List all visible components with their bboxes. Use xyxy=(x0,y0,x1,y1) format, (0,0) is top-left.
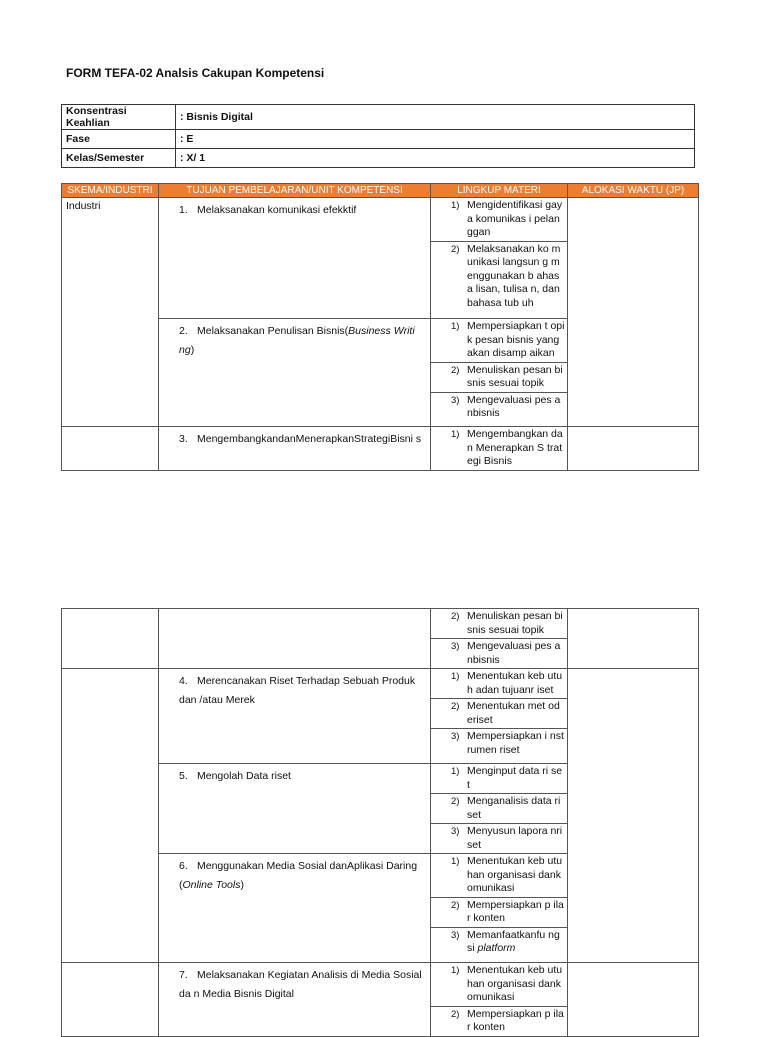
header-row xyxy=(62,184,699,198)
lm-text xyxy=(467,199,565,240)
lm-text-part: Mengidentifikasi gaya komunikas i pelanggan xyxy=(467,199,563,238)
lm-number: 3) xyxy=(451,929,460,941)
lm-text xyxy=(467,394,565,421)
tp-text: Melaksanakan komunikasi efekktif xyxy=(197,204,357,216)
table-row xyxy=(62,963,699,1037)
tp-number: 1. xyxy=(179,204,188,216)
lm-cell xyxy=(431,198,568,319)
lm-text-part: Mengevaluasi pes anbisnis xyxy=(467,640,561,666)
lm-cell xyxy=(431,764,568,854)
alokasi-cell xyxy=(568,963,699,1037)
lm-item xyxy=(431,823,567,853)
lm-text xyxy=(467,825,565,852)
lm-text xyxy=(467,364,565,391)
lm-number: 3) xyxy=(451,731,460,742)
lm-item xyxy=(431,198,567,241)
info-table xyxy=(61,104,695,168)
lm-item xyxy=(431,392,567,422)
lm-text-part: Menuliskan pesan bisnis sesuai topik xyxy=(467,610,563,636)
lm-text-part: Mempersiapkan p ilar konten xyxy=(467,898,564,924)
lm-text xyxy=(467,610,565,637)
skema-cell xyxy=(62,427,159,471)
lm-text xyxy=(467,1008,565,1035)
table-row xyxy=(62,198,699,319)
header-skema: SKEMA/INDUSTRI xyxy=(62,184,159,198)
lm-number: 1) xyxy=(451,965,460,976)
lm-item xyxy=(431,609,567,638)
info-label: Fase xyxy=(62,130,176,149)
lm-cell xyxy=(431,609,568,669)
tp-number: 5. xyxy=(179,770,188,782)
tp-cell xyxy=(159,609,431,669)
tp-text: Merencanakan Riset Terhadap Sebuah Produk dan /atau Merek xyxy=(179,675,416,706)
competency-table-page1 xyxy=(61,183,699,471)
lm-item xyxy=(431,793,567,823)
tp-cell xyxy=(159,854,431,963)
info-label: Kelas/Semester xyxy=(62,149,176,168)
lm-item xyxy=(431,728,567,758)
tp-cell xyxy=(159,764,431,854)
tp-text: Melaksanakan Kegiatan Analisis di Media Sosial da n Media Bisnis Digital xyxy=(179,969,422,1000)
lm-number: 2) xyxy=(451,243,460,255)
lm-text-part: Mengevaluasi pes anbisnis xyxy=(467,393,561,419)
tp-cell xyxy=(159,319,431,427)
tp-text: ) xyxy=(190,344,195,356)
table-row xyxy=(62,669,699,764)
lm-text-part: Menganalisis data riset xyxy=(467,795,561,821)
tp-text: Mengolah Data riset xyxy=(197,770,291,782)
header-tujuan: TUJUAN PEMBELAJARAN/UNIT KOMPETENSI xyxy=(159,184,431,198)
lm-number: 1) xyxy=(451,671,460,682)
lm-number: 3) xyxy=(451,826,460,837)
skema-cell xyxy=(62,963,159,1037)
tp-text: MengembangkandanMenerapkanStrategiBisni s xyxy=(197,433,422,445)
tp-number: 4. xyxy=(179,675,188,687)
header-alokasi: ALOKASI WAKTU (JP) xyxy=(568,184,699,198)
lm-number: 2) xyxy=(451,796,460,807)
lm-text xyxy=(467,730,565,757)
skema-cell xyxy=(62,609,159,669)
lm-item xyxy=(431,241,567,312)
lm-text-part: Mempersiapkan t opik pesan bisnis yang akan disamp aikan xyxy=(467,320,565,359)
lm-text xyxy=(467,428,565,469)
lm-item xyxy=(431,963,567,1006)
lm-item xyxy=(431,427,567,470)
lm-number: 2) xyxy=(451,701,460,712)
competency-table-page2 xyxy=(61,608,699,1037)
tp-cell xyxy=(159,427,431,471)
alokasi-cell xyxy=(568,669,699,963)
lm-text xyxy=(467,899,565,926)
table-row xyxy=(62,427,699,471)
lm-number: 3) xyxy=(451,394,460,406)
alokasi-cell xyxy=(568,427,699,471)
lm-text-part: Mengembangkan dan Menerapkan S trategi Bisnis xyxy=(467,428,563,467)
alokasi-cell xyxy=(568,198,699,427)
lm-text xyxy=(467,700,565,727)
lm-item xyxy=(431,764,567,793)
skema-cell xyxy=(62,669,159,963)
lm-text xyxy=(467,795,565,822)
tp-text: ) xyxy=(240,879,244,891)
lm-number: 1) xyxy=(451,766,460,777)
lm-cell xyxy=(431,854,568,963)
tp-text-italic: Online Tools xyxy=(182,879,241,891)
tp-cell xyxy=(159,198,431,319)
alokasi-cell xyxy=(568,609,699,669)
tp-text-italic: Business Writi ng xyxy=(179,325,415,356)
lm-text-part: Menentukan met oderiset xyxy=(467,700,560,726)
tp-cell xyxy=(159,669,431,764)
lm-text-part: Menentukan keb utuhan organisasi dankomunikasi xyxy=(467,855,563,894)
lm-number: 1) xyxy=(451,321,460,332)
lm-item xyxy=(431,854,567,897)
lm-number: 1) xyxy=(451,429,460,440)
info-row xyxy=(62,130,695,149)
lm-text-italic: platform xyxy=(477,942,516,954)
lm-cell xyxy=(431,963,568,1037)
tp-number: 3. xyxy=(179,433,188,445)
lm-item xyxy=(431,927,567,957)
document-title: FORM TEFA-02 Analsis Cakupan Kompetensi xyxy=(66,66,325,80)
lm-item xyxy=(431,669,567,698)
info-row xyxy=(62,149,695,168)
lm-item xyxy=(431,897,567,927)
lm-number: 1) xyxy=(451,200,460,211)
lm-number: 1) xyxy=(451,856,460,867)
lm-text-part: Menentukan keb utuh adan tujuanr iset xyxy=(467,670,563,696)
lm-text xyxy=(467,640,565,667)
tp-number: 6. xyxy=(179,860,188,872)
table-row xyxy=(62,609,699,669)
lm-item xyxy=(431,362,567,392)
lm-text xyxy=(467,964,565,1005)
info-value: : Bisnis Digital xyxy=(176,105,695,130)
lm-text xyxy=(467,855,565,896)
lm-number: 2) xyxy=(451,364,460,376)
lm-cell xyxy=(431,319,568,427)
lm-item xyxy=(431,1006,567,1036)
tp-text: Melaksanakan Penulisan Bisnis( xyxy=(197,325,349,337)
lm-cell xyxy=(431,669,568,764)
header-lingkup: LINGKUP MATERI xyxy=(431,184,568,198)
lm-number: 2) xyxy=(451,1008,460,1020)
lm-number: 2) xyxy=(451,611,460,622)
lm-text xyxy=(467,765,565,792)
tp-number: 2. xyxy=(179,325,188,337)
tp-text: Menggunakan Media Sosial danAplikasi Daring ( xyxy=(179,860,418,891)
skema-cell: Industri xyxy=(62,198,159,427)
lm-text-part: Menginput data ri set xyxy=(467,765,563,791)
lm-text xyxy=(467,243,565,311)
lm-text-part: Menentukan keb utuhan organisasi dankomunikasi xyxy=(467,964,563,1003)
lm-item xyxy=(431,319,567,362)
lm-text xyxy=(467,320,565,361)
lm-text xyxy=(467,670,565,697)
lm-number: 3) xyxy=(451,641,460,652)
info-value: : E xyxy=(176,130,695,149)
lm-item xyxy=(431,698,567,728)
info-value: : X/ 1 xyxy=(176,149,695,168)
lm-text xyxy=(467,929,565,956)
lm-cell xyxy=(431,427,568,471)
lm-text-part: Memanfaatkanfu ngsi xyxy=(467,928,560,954)
lm-text-part: Mempersiapkan p ilar konten xyxy=(467,1007,564,1033)
lm-text-part: Menuliskan pesan bisnis sesuai topik xyxy=(467,363,563,389)
lm-number: 2) xyxy=(451,899,460,911)
lm-text-part: Mempersiapkan i nstrumen riset xyxy=(467,730,564,756)
tp-number: 7. xyxy=(179,969,188,981)
lm-text-part: Menyusun lapora nriset xyxy=(467,825,563,851)
lm-item xyxy=(431,638,567,668)
lm-text-part: Melaksanakan ko munikasi langsun g menggunakan b ahasa lisan, tulisa n, dan bahasa tub uh xyxy=(467,242,561,309)
tp-cell xyxy=(159,963,431,1037)
info-row xyxy=(62,105,695,130)
info-label: Konsentrasi Keahlian xyxy=(62,105,176,130)
